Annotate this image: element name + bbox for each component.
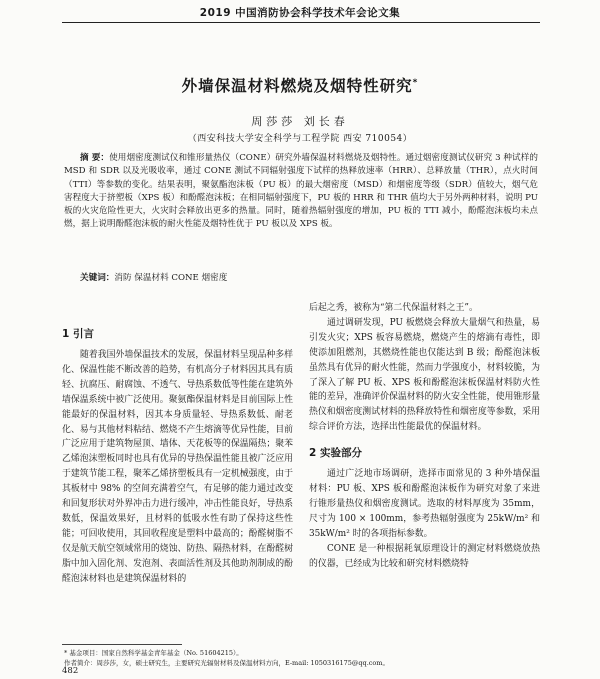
keywords-label: 关键词： [80,273,115,283]
abstract-label: 摘 要： [80,153,110,163]
footnote-rule [62,644,182,645]
footnote-author: 作者简介：周莎莎，女，硕士研究生，主要研究光辐射材料及保温材料方向，E-mail: 1050316175@qq.com。 [64,659,389,667]
experiment-paragraph-2: CONE 是一种根据耗氧原理设计的测定材料燃烧放热的仪器，已经成为比较和研究材料燃烧特 [309,543,540,569]
footnotes [64,648,540,668]
abstract [64,152,538,232]
left-column [62,316,293,587]
paper-title [0,74,600,96]
right-column [309,301,540,572]
title-footnote-mark: * [412,77,419,88]
affiliation: （西安科技大学安全科学与工程学院 西安 710054） [187,134,413,144]
running-header: 2019 中国消防协会科学技术年会论文集 [199,7,401,19]
abstract-text: 使用烟密度测试仪和锥形量热仪（CONE）研究外墙保温材料燃烧及烟特性。通过烟密度测试仪研究 3 种试样的 MSD 和 SDR 以及光吸收率，通过 CONE 测试不同辐射强度下试样的热释放速率（HRR）、总释放量（THR），点火时间（TTI）等参数的变化。结果表明，聚氨酯泡沫板（PU 板）的最大烟密度（MSD）和烟密度等级（SDR）值较大，烟气危害程度大于挤塑板（XPS 板）和酚醛泡沫板；在相同辐射强度下，PU 板的 HRR 和 THR 值均大于另外两种材料，说明 PU 板的火灾危险性更大，火灾时会释放出更多的热量。同时，随着热辐射强度的增加，PU 板的 TTI 减小，酚醛泡沫板均未点燃，据上说明酚醛泡沫板的耐火性能及烟特性优于 PU 板以及 XPS 板。 [64,153,538,230]
keywords [80,272,540,285]
intro-paragraph: 随着我国外墙保温技术的发展，保温材料呈现品种多样化、保温性能不断改善的趋势，有机高分子材料因其具有质轻、抗腐压、耐腐蚀、不透气、导热系数低等性能在建筑外墙保温系统中被广泛使用。聚氨酯保温材料是目前国际上性能最好的保温材料，因其本身质量轻、导热系数低、耐老化、易与其他材料粘结、燃烧不产生熔滴等优异性能，目前广泛应用于建筑物屋顶、墙体、天花板等的保温隔热；聚苯乙烯泡沫塑板同时也具有优异的导热保温性能且被广泛应用于建筑节能工程，聚苯乙烯挤塑板具有一定机械强度，由于其板材中 98% 的空间充满着空气，有足够的能力通过改变和回复形状对外界冲击力进行缓冲，冲击性能良好，导热系数低，保温效果好，且材料的低吸水性有助了保持这些性能；可回收使用，其回收程度是塑料中最高的；酚醛树脂不仅是航天航空领域常用的烧蚀、防热、隔热材料，在酚醛树脂中加入固化剂、发泡剂、表面活性剂及其他助剂制成的酚醛泡沫材料也是建筑保温材料的 [62,350,293,584]
header-rule [62,22,540,23]
paper-title-text: 外墙保温材料燃烧及烟特性研究 [181,77,413,95]
experiment-paragraph-1: 通过广泛地市场调研，选择市面常见的 3 种外墙保温材料：PU 板、XPS 板和酚醛泡沫板作为研究对象了来进行锥形量热仪和烟密度测试。选取的材料厚度为 35mm，尺寸为 100 × 100mm，参考热辐射强度为 25kW/m² 和 35kW/m² 时的各项指标参数。 [309,469,540,539]
keywords-text: 消防 保温材料 CONE 烟密度 [114,273,228,283]
section-heading-introduction: 1 引言 [62,328,94,340]
footnote-funding: * 基金项目：国家自然科学基金青年基金（No. 51604215）。 [64,649,243,657]
intro-paragraph-2: 通过调研发现，PU 板燃烧会释放大量烟气和热量，易引发火灾；XPS 板容易燃烧，燃烧产生的熔滴有毒性，即使添加阻燃剂，其燃烧性能也仅能达到 B 级；酚醛泡沫板虽然具有优异的耐火性能，然而力学强度小，材料较脆，为了深入了解 PU 板、XPS 板和酚醛泡沫板保温材料防火性能的差异，准确评价保温材料的防火安全性能，使用锥形量热仪和烟密度测试材料的热释放特性和烟密度等参数，采用综合评价方法，选择出性能最优的保温材料。 [309,317,540,433]
section-heading-experiment: 2 实验部分 [309,447,362,460]
page-number: 482 [62,666,79,676]
authors: 周莎莎 刘长春 [251,115,349,128]
intro-continuation: 后起之秀，被称为“第二代保温材料之王”。 [309,303,478,313]
